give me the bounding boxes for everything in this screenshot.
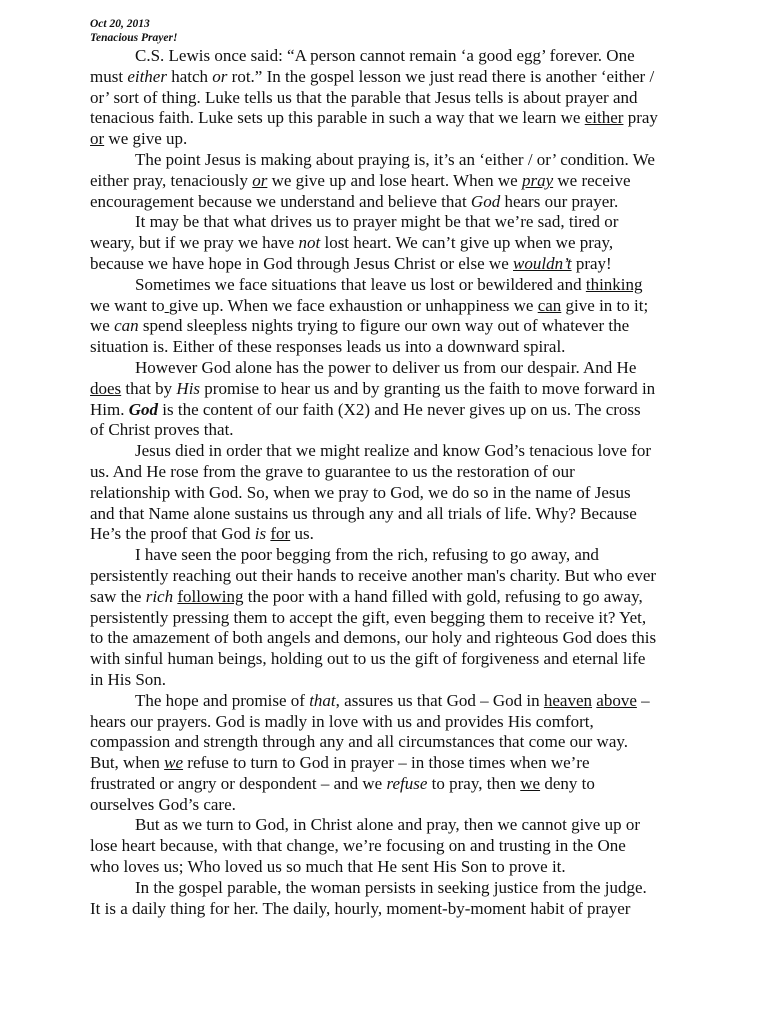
text-line (90, 836, 690, 857)
text-line (90, 212, 690, 233)
text-line (90, 899, 690, 920)
emphasized-text: not (298, 233, 321, 253)
text-line (90, 379, 690, 400)
text-segment: , assures us that God – God in (335, 690, 544, 710)
text-line (90, 712, 690, 733)
text-segment: persistently pressing them to accept the gift, even begging them to receive it? Yet, (90, 607, 647, 627)
text-segment: lost heart. We can’t give up when we pray, (320, 233, 614, 253)
emphasized-text: refuse (386, 773, 428, 793)
text-segment: relationship with God. So, when we pray to God, we do so in the name of Jesus (90, 482, 631, 502)
text-line (90, 171, 690, 192)
emphasized-text: or (212, 66, 228, 86)
text-segment: lose heart because, with that change, we’re focusing on and trusting in the One (90, 836, 626, 856)
text-line (90, 150, 690, 171)
text-segment: with sinful human beings, holding out to us the gift of forgiveness and eternal life (90, 649, 646, 669)
text-line (90, 483, 690, 504)
text-line (90, 753, 690, 774)
text-segment: persistently reaching out their hands to receive another man's charity. But who ever (90, 565, 657, 585)
text-segment: us. And He rose from the grave to guarantee to us the restoration of our (90, 461, 575, 481)
document-page (90, 17, 690, 919)
text-line (90, 462, 690, 483)
emphasized-text: rich (145, 586, 174, 606)
text-segment: saw the (90, 586, 146, 606)
text-line (90, 691, 690, 712)
text-segment: C.S. Lewis once said: “A person cannot remain ‘a good egg’ forever. One (135, 46, 635, 65)
text-segment: Him. (90, 399, 129, 419)
text-segment: hears our prayer. (500, 191, 619, 211)
sermon-date: Oct 20, 2013 (90, 18, 150, 30)
text-segment: must (90, 66, 128, 86)
emphasized-text: or (252, 170, 268, 190)
text-segment: compassion and strength through any and all circumstances that come our way. (90, 732, 629, 752)
text-segment: we give up and lose heart. When we (267, 170, 522, 190)
emphasized-text: is (254, 524, 267, 544)
text-segment: we (90, 316, 115, 336)
text-segment: we want to (90, 295, 165, 315)
emphasized-text: can (537, 295, 562, 315)
text-segment: tenacious faith. Luke sets up this parable in such a way that we learn we (90, 108, 585, 128)
text-line (90, 628, 690, 649)
text-segment: and that Name alone sustains us through any and all trials of life. Why? Because (90, 503, 637, 523)
text-segment: The point Jesus is making about praying is, it’s an ‘either / or’ condition. We (135, 149, 655, 169)
text-segment: The hope and promise of (135, 690, 310, 710)
text-segment: to the amazement of both angels and demons, our holy and righteous God does this (90, 628, 657, 648)
text-segment: pray (623, 108, 658, 128)
text-segment: – (636, 690, 650, 710)
text-line (90, 129, 690, 150)
text-segment: ourselves God’s care. (90, 794, 236, 814)
text-segment: Jesus died in order that we might realize and know God’s tenacious love for (135, 441, 652, 461)
emphasized-text: for (270, 524, 291, 544)
text-line (90, 316, 690, 337)
emphasized-text: thinking (585, 274, 643, 294)
emphasized-text: heaven (543, 690, 593, 710)
text-segment: encouragement because we understand and believe that (90, 191, 471, 211)
text-line (90, 296, 690, 317)
text-segment: who loves us; Who loved us so much that He sent His Son to prove it. (90, 857, 566, 877)
emphasized-text: either (584, 108, 624, 128)
text-line (90, 88, 690, 109)
text-segment: us. (290, 524, 314, 544)
text-segment: I have seen the poor begging from the rich, refusing to go away, and (135, 545, 599, 565)
text-line (90, 254, 690, 275)
text-segment: rot.” In the gospel lesson we just read there is another ‘either / (227, 66, 655, 86)
text-line (90, 46, 690, 67)
text-line (90, 670, 690, 691)
text-segment: give up. When we face exhaustion or unhappiness we (168, 295, 538, 315)
emphasized-text: or (90, 129, 105, 149)
text-line (90, 358, 690, 379)
text-segment: He’s the proof that God (90, 524, 255, 544)
text-segment: situation is. Either of these responses leads us into a downward spiral. (90, 337, 566, 357)
text-segment: the poor with a hand filled with gold, refusing to go away, (243, 586, 643, 606)
text-line (90, 108, 690, 129)
text-line (90, 233, 690, 254)
text-line (90, 337, 690, 358)
text-line (90, 608, 690, 629)
emphasized-text: wouldn’t (513, 253, 572, 273)
text-line (90, 795, 690, 816)
emphasized-text: God (128, 399, 159, 419)
emphasized-text: either (127, 66, 167, 86)
text-line (90, 545, 690, 566)
text-segment: But as we turn to God, in Christ alone and pray, then we cannot give up or (135, 815, 641, 835)
emphasized-text: following (177, 586, 244, 606)
emphasized-text: we (164, 753, 184, 773)
text-segment: or’ sort of thing. Luke tells us that the parable that Jesus tells is about prayer and (90, 87, 638, 107)
text-line (90, 441, 690, 462)
text-segment: It may be that what drives us to prayer might be that we’re sad, tired or (135, 212, 619, 232)
text-line (90, 420, 690, 441)
text-segment: promise to hear us and by granting us the faith to move forward in (200, 378, 656, 398)
text-segment: In the gospel parable, the woman persists in seeking justice from the judge. (135, 877, 647, 897)
text-line (90, 774, 690, 795)
text-segment: weary, but if we pray we have (90, 233, 299, 253)
text-segment: of Christ proves that. (90, 420, 234, 440)
emphasized-text: His (176, 378, 201, 398)
text-segment: because we have hope in God through Jesus Christ or else we (90, 253, 514, 273)
text-line (90, 504, 690, 525)
text-segment: either pray, tenaciously (90, 170, 253, 190)
text-segment: that by (121, 378, 177, 398)
emphasized-text: that (309, 690, 336, 710)
text-segment: spend sleepless nights trying to figure our own way out of whatever the (138, 316, 630, 336)
text-line (90, 566, 690, 587)
text-line (90, 192, 690, 213)
text-line (90, 732, 690, 753)
text-segment: refuse to turn to God in prayer – in those times when we’re (183, 753, 590, 773)
emphasized-text: above (596, 690, 637, 710)
text-segment: But, when (90, 753, 165, 773)
text-segment: pray! (571, 253, 612, 273)
text-segment: we give up. (104, 129, 188, 149)
text-segment: frustrated or angry or despondent – and we (90, 773, 387, 793)
text-line (90, 67, 690, 88)
text-line (90, 649, 690, 670)
text-line (90, 524, 690, 545)
emphasized-text: can (114, 316, 139, 336)
text-segment: in His Son. (90, 669, 167, 689)
text-segment: It is a daily thing for her. The daily, hourly, moment-by-moment habit of prayer (90, 898, 631, 918)
text-segment: give in to it; (561, 295, 649, 315)
emphasized-text: we (520, 773, 541, 793)
text-line (90, 857, 690, 878)
text-segment: is the content of our faith (X2) and He never gives up on us. The cross (158, 399, 641, 419)
emphasized-text: pray (521, 170, 554, 190)
text-line (90, 275, 690, 296)
text-segment: we receive (553, 170, 631, 190)
emphasized-text: does (90, 378, 122, 398)
text-segment: Sometimes we face situations that leave us lost or bewildered and (135, 274, 586, 294)
text-segment: However God alone has the power to deliver us from our despair. And He (135, 357, 637, 377)
text-segment: deny to (540, 773, 595, 793)
text-line (90, 587, 690, 608)
text-line (90, 878, 690, 899)
sermon-body (90, 46, 690, 919)
text-segment: to pray, then (427, 773, 521, 793)
sermon-title: Tenacious Prayer! (90, 32, 178, 44)
text-line (90, 400, 690, 421)
text-segment: hears our prayers. God is madly in love with us and provides His comfort, (90, 711, 594, 731)
text-segment: hatch (166, 66, 213, 86)
emphasized-text: God (470, 191, 501, 211)
text-line (90, 815, 690, 836)
